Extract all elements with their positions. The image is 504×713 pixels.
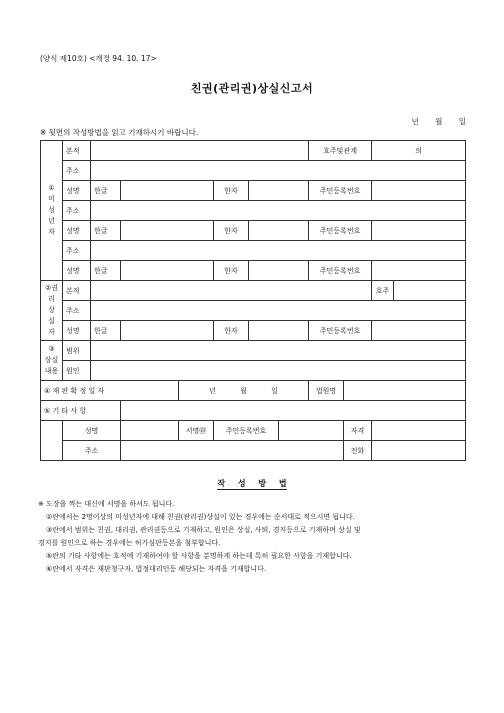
- qualification-field[interactable]: [372, 421, 466, 441]
- instruction-line: ①란에서는 2명이상의 미성년자에 대해 친권(관리권)상실이 있는 경우에는 순서대로 적으시면 됩니다.: [46, 513, 355, 521]
- rrn-label: 주민등록번호: [214, 421, 279, 441]
- hangul-name-field[interactable]: [121, 261, 214, 281]
- address-label: 주소: [63, 301, 91, 321]
- loser-honjeok-row: [41, 281, 466, 301]
- top-note: ※ 뒷면의 작성방법을 읽고 기재하시기 바랍니다.: [40, 128, 199, 137]
- instructions-title: 작 성 방 법: [217, 479, 287, 488]
- name-label: 성명: [63, 181, 91, 201]
- hangul-name-field[interactable]: [121, 181, 214, 201]
- section-loser-label: ②권 리 상 실 자: [41, 281, 63, 341]
- hanja-name-field[interactable]: [249, 181, 309, 201]
- hanja-name-field[interactable]: [249, 321, 309, 341]
- address-field[interactable]: [91, 201, 466, 221]
- honjeok-label: 본적: [63, 281, 91, 301]
- hangul-label: 한글: [91, 261, 121, 281]
- trial-date-label: ④ 재 판 확 정 일 자: [41, 381, 179, 401]
- rrn-field[interactable]: [279, 421, 344, 441]
- content-cause-row: [41, 361, 466, 381]
- hanja-label: 한자: [214, 181, 249, 201]
- hanja-label: 한자: [214, 321, 249, 341]
- scope-field[interactable]: [91, 341, 466, 361]
- instruction-line: ※ 도장을 찍는 대신에 서명을 하셔도 됩니다.: [38, 500, 175, 508]
- court-label: 법원명: [309, 381, 344, 401]
- honjeok-label: 본적: [63, 141, 91, 161]
- cause-label: 원인: [63, 361, 91, 381]
- hoju-field[interactable]: [394, 281, 466, 301]
- hanja-name-field[interactable]: [249, 261, 309, 281]
- hangul-label: 한글: [91, 321, 121, 341]
- date-line: 년 월 일: [411, 117, 466, 126]
- rrn-field[interactable]: [372, 321, 466, 341]
- rrn-label: 주민등록번호: [309, 261, 372, 281]
- instruction-line: ③란에서 범위는 친권, 대리권, 관리권등으로 기재하고, 원인은 상실, 사퇴, 경지등으로 기재하며 상실 및: [46, 526, 361, 534]
- page-title: 친권(관리권)상실신고서: [190, 82, 314, 95]
- address-field[interactable]: [91, 241, 466, 261]
- honjeok-field[interactable]: [91, 141, 309, 161]
- address-field[interactable]: [91, 161, 466, 181]
- court-field[interactable]: [344, 381, 466, 401]
- loser-name-row: [41, 321, 466, 341]
- section-reporter-label: [41, 421, 63, 461]
- qualification-label: 자격: [344, 421, 372, 441]
- honjeok-field[interactable]: [91, 281, 372, 301]
- report-form-table: [40, 140, 466, 461]
- hanja-label: 한자: [214, 261, 249, 281]
- rrn-label: 주민등록번호: [309, 181, 372, 201]
- instructions-body: [38, 498, 468, 576]
- address-label: 주소: [63, 201, 91, 221]
- address-label: 주소: [63, 161, 91, 181]
- name-label: 성명: [63, 321, 91, 341]
- hangul-name-field[interactable]: [121, 321, 214, 341]
- hoju-relation-label: 호주및관계: [309, 141, 372, 161]
- minor-name-row-1: [41, 181, 466, 201]
- address-field[interactable]: [91, 301, 466, 321]
- rrn-label: 주민등록번호: [309, 321, 372, 341]
- other-label: ⑤ 기 타 사 항: [41, 401, 121, 421]
- section-content-label: ③ 상실 내용: [41, 341, 63, 381]
- reporter-address-row: [41, 441, 466, 461]
- hangul-name-field[interactable]: [121, 221, 214, 241]
- name-label: 성명: [63, 221, 91, 241]
- minor-name-row-2: [41, 221, 466, 241]
- scope-label: 범위: [63, 341, 91, 361]
- section-minor-label: ① 미 성 년 자: [41, 141, 63, 281]
- hangul-label: 한글: [91, 181, 121, 201]
- content-scope-row: [41, 341, 466, 361]
- instruction-line: 경지를 원인으로 하는 경우에는 허가심판등본을 첨부합니다.: [38, 539, 221, 547]
- instruction-line: ⑤란의 기타 사항에는 호적에 기재하여야 할 사항을 분명하게 하는데 특히 필요한 사항을 기재합니다.: [46, 552, 352, 560]
- relation-suffix[interactable]: 의: [372, 141, 466, 161]
- address-label: 주소: [63, 241, 91, 261]
- rrn-field[interactable]: [372, 181, 466, 201]
- hangul-label: 한글: [91, 221, 121, 241]
- address-label: 주소: [63, 441, 121, 461]
- other-field[interactable]: [121, 401, 466, 421]
- name-label: 성명: [63, 261, 91, 281]
- form-code: (양식 제10호) <개정 94. 10. 17>: [40, 54, 157, 63]
- hoju-label: 호주: [372, 281, 394, 301]
- name-label: 성명: [63, 421, 121, 441]
- hanja-label: 한자: [214, 221, 249, 241]
- address-field[interactable]: [121, 441, 344, 461]
- trial-date-row: [41, 381, 466, 401]
- reporter-name-field[interactable]: [121, 421, 179, 441]
- trial-date-field[interactable]: 년 월 일: [179, 381, 309, 401]
- minor-address-row-3: [41, 241, 466, 261]
- phone-label: 전화: [344, 441, 372, 461]
- loser-address-row: [41, 301, 466, 321]
- minor-honjeok-row: [41, 141, 466, 161]
- minor-address-row-1: [41, 161, 466, 181]
- instruction-line: ⑥란에서 자격은 재판청구자, 법정대리인등 해당되는 자격을 기재합니다.: [46, 565, 267, 573]
- hanja-name-field[interactable]: [249, 221, 309, 241]
- cause-field[interactable]: [91, 361, 466, 381]
- rrn-label: 주민등록번호: [309, 221, 372, 241]
- phone-field[interactable]: [372, 441, 466, 461]
- minor-name-row-3: [41, 261, 466, 281]
- signature-label: 서명㊞: [179, 421, 214, 441]
- other-row: [41, 401, 466, 421]
- rrn-field[interactable]: [372, 261, 466, 281]
- minor-address-row-2: [41, 201, 466, 221]
- reporter-name-row: [41, 421, 466, 441]
- rrn-field[interactable]: [372, 221, 466, 241]
